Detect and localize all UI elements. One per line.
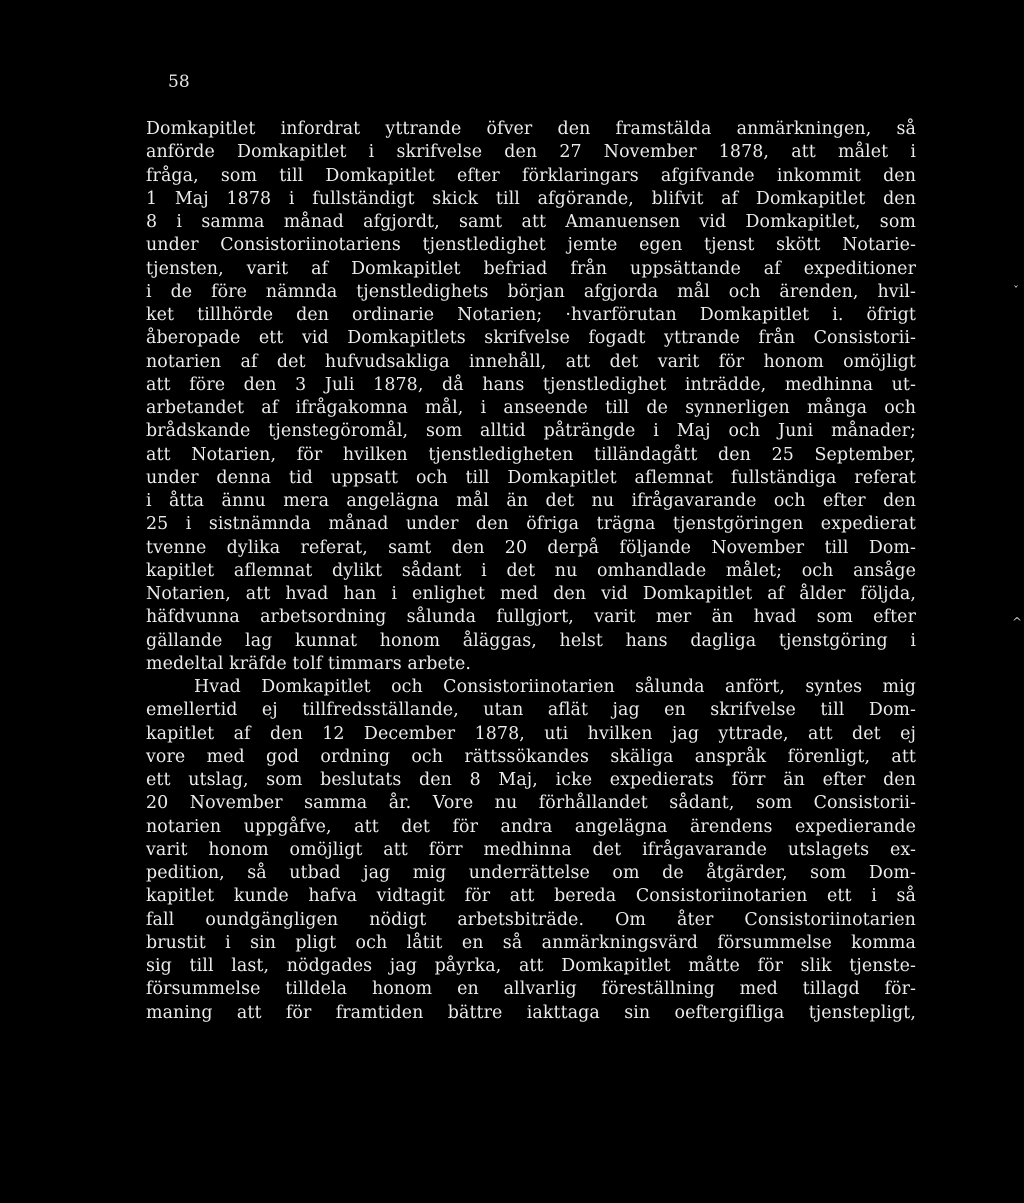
text-line: sig till last, nödgades jag påyrka, att Domkapitlet måtte för slik tjenste- [146,956,916,976]
text-line: ket tillhörde den ordinarie Notarien; ·hvarförutan Domkapitlet i. öfrigt [146,305,916,325]
text-line: 25 i sistnämnda månad under den öfriga trägna tjenstgöringen expedierat [146,514,916,535]
text-line: tjensten, varit af Domkapitlet befriad från uppsättande af expeditioner [146,258,916,279]
text-line: kapitlet af den 12 December 1878, uti hvilken jag yttrade, att det ej [146,723,916,744]
text-line: gällande lag kunnat honom åläggas, helst hans dagliga tjenstgöring i [146,630,916,651]
text-line: att Notarien, för hvilken tjenstledigheten tilländagått den 25 September, [146,444,916,465]
margin-mark: ˇ [1013,284,1019,298]
page-number: 58 [168,72,190,92]
text-line: medeltal kräfde tolf timmars arbete. [146,653,471,674]
text-line: notarien af det hufvudsakliga innehåll, att det varit för honom omöjligt [146,351,916,372]
text-line: under denna tid uppsatt och till Domkapitlet aflemnat fullständiga referat [146,467,916,488]
text-line: kapitlet aflemnat dylikt sådant i det nu omhandlade målet; och ansåge [146,560,916,581]
text-line: i de före nämnda tjenstledighets början afgjorda mål och ärenden, hvil- [146,281,916,302]
text-line: Hvad Domkapitlet och Consistoriinotarien sålunda anfört, syntes mig [194,677,916,697]
text-line: 8 i samma månad afgjordt, samt att Amanuensen vid Domkapitlet, som [146,212,916,232]
text-line: emellertid ej tillfredsställande, utan aflät jag en skrifvelse till Dom- [146,700,916,721]
text-line: åberopade ett vid Domkapitlets skrifvelse fogadt yttrande från Consistorii- [146,328,916,349]
text-line: anförde Domkapitlet i skrifvelse den 27 November 1878, att målet i [146,142,916,163]
text-line: 1 Maj 1878 i fullständigt skick till afgörande, blifvit af Domkapitlet den [146,188,916,209]
text-line: Notarien, att hvad han i enlighet med den vid Domkapitlet af ålder följda, [146,584,916,604]
text-line: fall oundgängligen nödigt arbetsbiträde. Om åter Consistoriinotarien [146,909,916,930]
text-line: vore med god ordning och rättssökandes skäliga anspråk förenligt, att [146,746,916,767]
text-line: fråga, som till Domkapitlet efter förklaringars afgifvande inkommit den [146,165,916,186]
text-line: 20 November samma år. Vore nu förhållandet sådant, som Consistorii- [146,793,916,814]
text-line: Domkapitlet infordrat yttrande öfver den framstälda anmärkningen, så [146,119,916,139]
text-line: brådskande tjenstegöromål, som alltid påträngde i Maj och Juni månader; [146,421,916,442]
text-line: kapitlet kunde hafva vidtagit för att bereda Consistoriinotarien ett i så [146,886,916,907]
text-line: häfdvunna arbetsordning sålunda fullgjort, varit mer än hvad som efter [146,607,916,628]
text-line: i åtta ännu mera angelägna mål än det nu ifrågavarande och efter den [146,491,916,511]
text-line: pedition, så utbad jag mig underrättelse om de åtgärder, som Dom- [146,863,916,883]
text-line: varit honom omöjligt att förr medhinna det ifrågavarande utslagets ex- [146,839,916,860]
text-line: notarien uppgåfve, att det för andra angelägna ärendens expedierande [146,816,916,837]
margin-mark: ^ [1012,615,1023,629]
text-line: tvenne dylika referat, samt den 20 derpå följande November till Dom- [146,537,916,558]
text-line: maning att för framtiden bättre iakttaga sin oeftergifliga tjenstepligt, [146,1002,916,1023]
text-line: att före den 3 Juli 1878, då hans tjenstledighet inträdde, medhinna ut- [146,374,916,395]
text-line: brustit i sin pligt och låtit en så anmärkningsvärd försummelse komma [146,932,916,953]
body-text [146,118,916,1025]
text-line: ett utslag, som beslutats den 8 Maj, icke expedierats förr än efter den [146,770,916,790]
text-line: arbetandet af ifrågakomna mål, i anseende till de synnerligen många och [146,398,916,418]
text-line: under Consistoriinotariens tjenstledighet jemte egen tjenst skött Notarie- [146,235,916,256]
text-line: försummelse tilldela honom en allvarlig föreställning med tillagd för- [146,979,916,1000]
